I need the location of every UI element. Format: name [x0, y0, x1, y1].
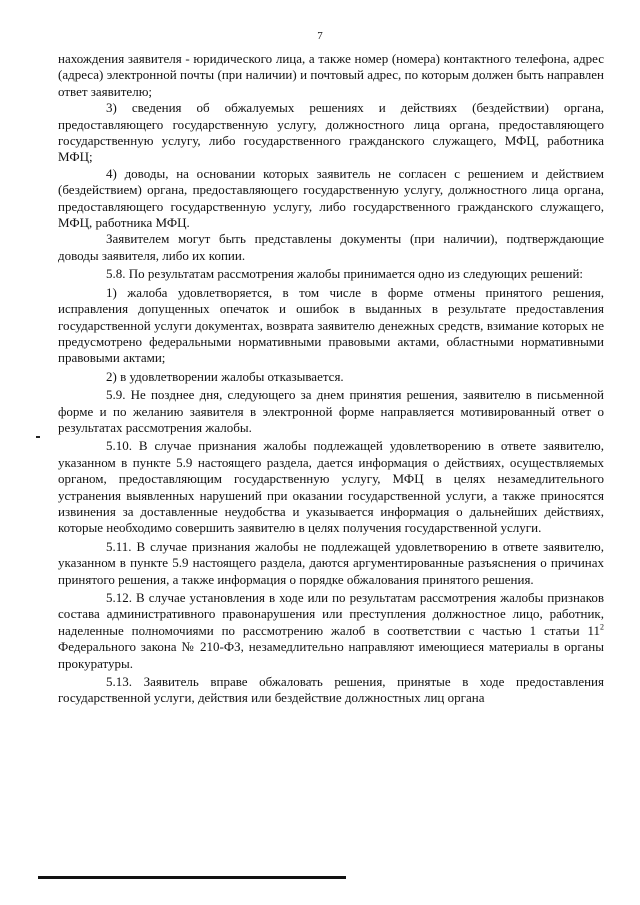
margin-mark — [36, 436, 40, 438]
paragraph-item-3: 3) сведения об обжалуемых решениях и действиях (бездействии) органа, предоставляющего государственную услугу, должностного лица органа, предоставляющего государственную услугу, либо государственного гражданского служащего, МФЦ, работника МФЦ; — [58, 100, 604, 165]
paragraph-5-8-item-2: 2) в удовлетворении жалобы отказывается. — [106, 368, 344, 384]
page-number: 7 — [317, 30, 323, 42]
paragraph-5-12-text-end: Федерального закона № 210-ФЗ, незамедлительно направляют имеющиеся материалы в органы прокуратуры. — [58, 639, 604, 671]
paragraph-5-13: 5.13. Заявитель вправе обжаловать решения, принятые в ходе предоставления государственной услуги, действия или бездействие должностных лиц органа — [58, 674, 604, 706]
paragraph-5-12-text: 5.12. В случае установления в ходе или по результатам рассмотрения жалобы признаков состава административного правонарушения или преступления должностное лицо, работник, наделенные полномочиями по рассмотрению жалоб в соответствии с частью 1 статьи 11 — [58, 590, 604, 638]
paragraph-documents: Заявителем могут быть представлены документы (при наличии), подтверждающие доводы заявителя, либо их копии. — [58, 231, 604, 263]
footer-rule — [38, 876, 346, 879]
superscript: 2 — [600, 622, 604, 632]
paragraph-5-12 — [58, 590, 604, 672]
paragraph-5-8-item-1: 1) жалоба удовлетворяется, в том числе в форме отмены принятого решения, исправления допущенных опечаток и ошибок в выданных в результате предоставления государственной услуги документах, возврата заявителю денежных средств, взимание которых не предусмотрено федеральными нормативными правовыми актами, областными нормативными правовыми актами; — [58, 284, 604, 366]
paragraph-item-4: 4) доводы, на основании которых заявитель не согласен с решением и действием (бездействием) органа, предоставляющего государственную услугу, должностного лица органа, предоставляющего государственную услугу, либо государственного гражданского служащего, МФЦ, работника МФЦ. — [58, 165, 604, 231]
paragraph-5-10: 5.10. В случае признания жалобы подлежащей удовлетворению в ответе заявителю, указанном в пункте 5.9 настоящего раздела, дается информация о действиях, осуществляемых органом, предоставляющим государственную услугу, МФЦ в целях незамедлительного устранения выявленных нарушений при оказании государственной услуги, а также приносятся извинения за доставленные неудобства и указывается информация о дальнейших действиях, которые необходимо совершить заявителю в целях получения государственной услуги. — [58, 438, 604, 536]
paragraph-5-9: 5.9. Не позднее дня, следующего за днем принятия решения, заявителю в письменной форме и по желанию заявителя в электронной форме направляется мотивированный ответ о результатах рассмотрения жалобы. — [58, 387, 604, 435]
document-body — [58, 51, 604, 707]
paragraph-5-11: 5.11. В случае признания жалобы не подлежащей удовлетворению в ответе заявителю, указанном в пункте 5.9 настоящего раздела, даются аргументированные разъяснения о причинах принятого решения, а также информация о порядке обжалования принятого решения. — [58, 538, 604, 587]
paragraph-continuation: нахождения заявителя - юридического лица, а также номер (номера) контактного телефона, адрес (адреса) электронной почты (при наличии) и почтовый адрес, по которым должен быть направлен ответ заявителю; — [58, 51, 604, 99]
paragraph-5-8: 5.8. По результатам рассмотрения жалобы принимается одно из следующих решений: — [106, 266, 584, 282]
